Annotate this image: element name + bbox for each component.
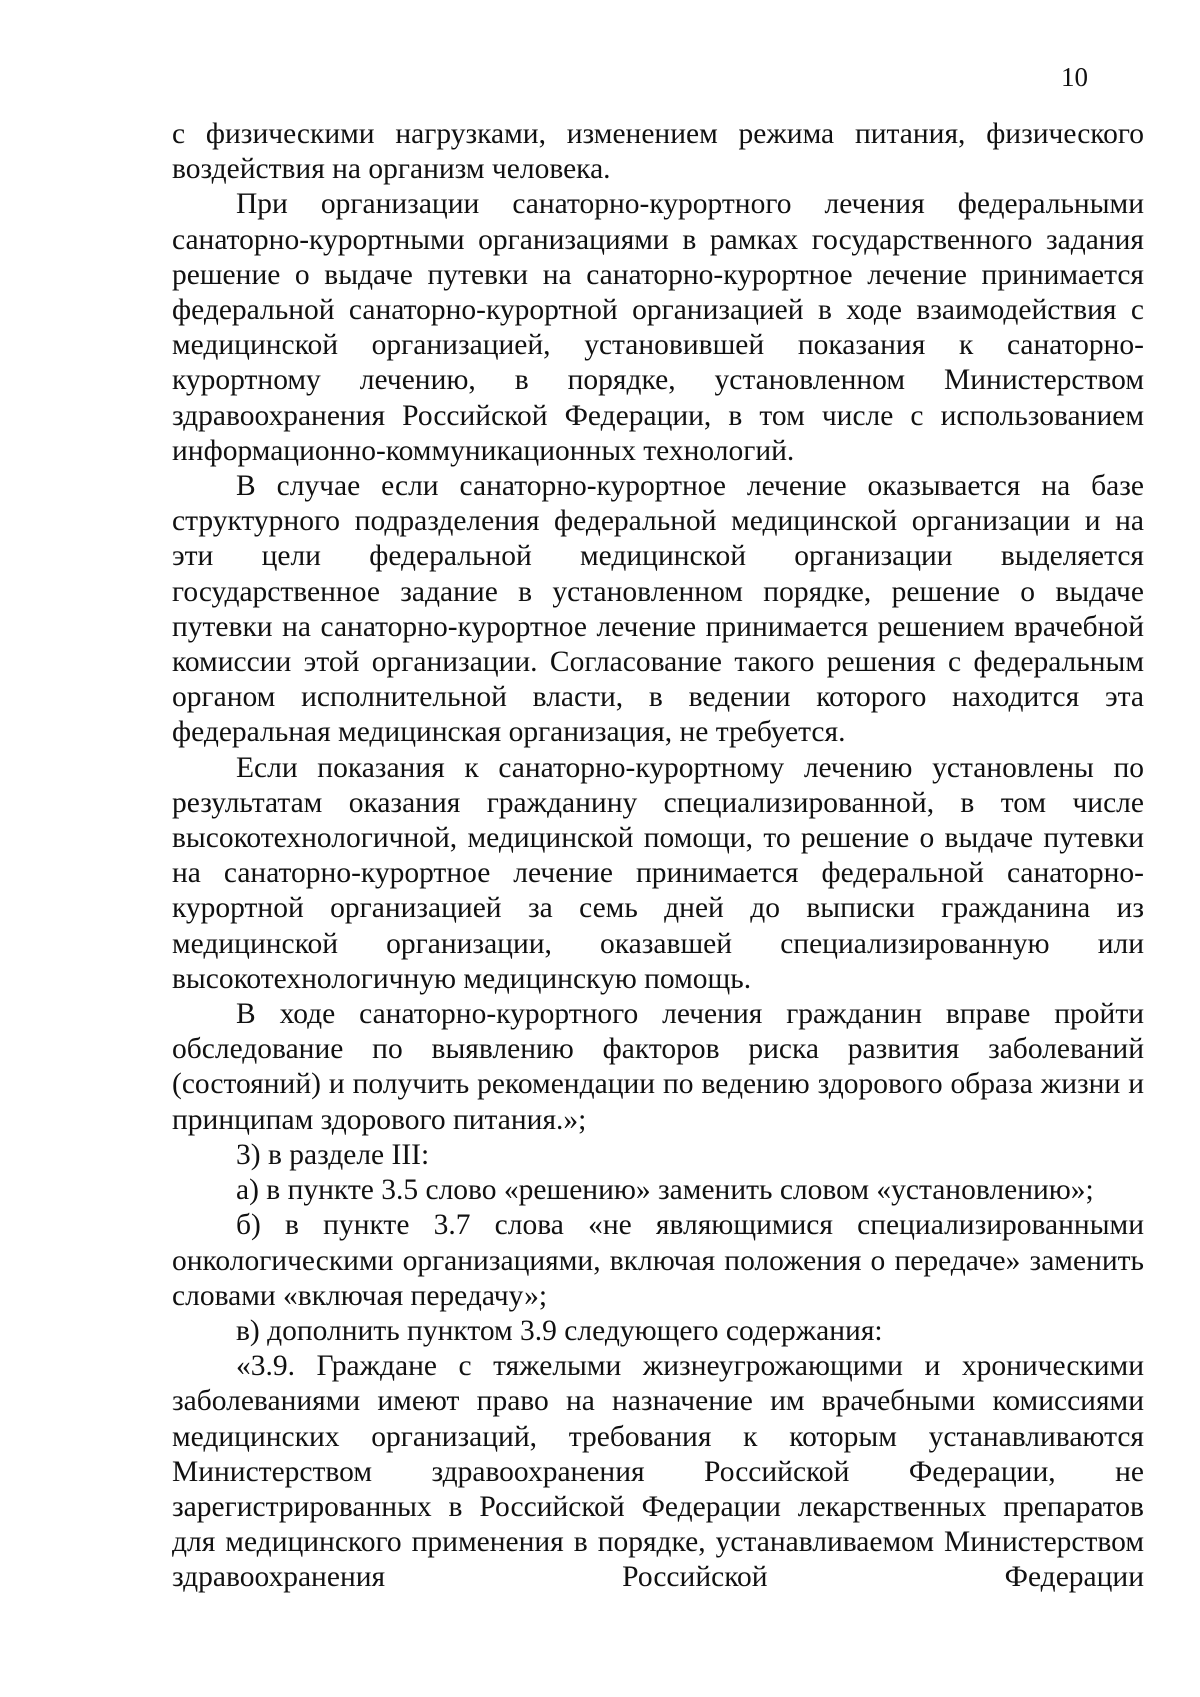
document-body [172,117,1144,1596]
clause-3-9: «3.9. Граждане с тяжелыми жизнеугрожающими и хроническими заболеваниями имеют право на назначение им врачебными комиссиями медицинских организаций, требования к которым устанавливаются Министерством здравоохранения Российской Федерации, не зарегистрированных в Российской Федерации лекарственных препаратов для медицинского применения в порядке, устанавливаемом Министерством здравоохранения Российской Федерации [172,1350,1144,1594]
amendment-item-a: а) в пункте 3.5 слово «решению» заменить словом «установлению»; [236,1174,1094,1207]
section-3-heading: 3) в разделе III: [236,1138,430,1171]
amendment-item-b: б) в пункте 3.7 слова «не являющимися специализированными онкологическими организациями, включая положения о передаче» заменить словами «включая передачу»; [172,1209,1144,1312]
paragraph-5: В ходе санаторно-курортного лечения гражданин вправе пройти обследование по выявлению факторов риска развития заболеваний (состояний) и получить рекомендации по ведению здорового образа жизни и принципам здорового питания.»; [172,998,1144,1136]
paragraph-1: с физическими нагрузками, изменением режима питания, физического воздействия на организм человека. [172,118,1144,186]
paragraph-3: В случае если санаторно-курортное лечение оказывается на базе структурного подразделения федеральной медицинской организации и на эти цели федеральной медицинской организации выделяется государственное задание в установленном порядке, решение о выдаче путевки на санаторно-курортное лечение принимается решением врачебной комиссии этой организации. Согласование такого решения с федеральным органом исполнительной власти, в ведении которого находится эта федеральная медицинская организация, не требуется. [172,470,1144,749]
amendment-item-v: в) дополнить пунктом 3.9 следующего содержания: [236,1314,883,1347]
page-number: 10 [1061,62,1088,92]
paragraph-4: Если показания к санаторно-курортному лечению установлены по результатам оказания гражданину специализированной, в том числе высокотехнологичной, медицинской помощи, то решение о выдаче путевки на санаторно-курортное лечение принимается федеральной санаторно-курортной организацией за семь дней до выписки гражданина из медицинской организации, оказавшей специализированную или высокотехнологичную медицинскую помощь. [172,751,1144,995]
paragraph-2: При организации санаторно-курортного лечения федеральными санаторно-курортными организациями в рамках государственного задания решение о выдаче путевки на санаторно-курортное лечение принимается федеральной санаторно-курортной организацией в ходе взаимодействия с медицинской организацией, установившей показания к санаторно-курортному лечению, в порядке, установленном Министерством здравоохранения Российской Федерации, в том числе с использованием информационно-коммуникационных технологий. [172,188,1144,467]
